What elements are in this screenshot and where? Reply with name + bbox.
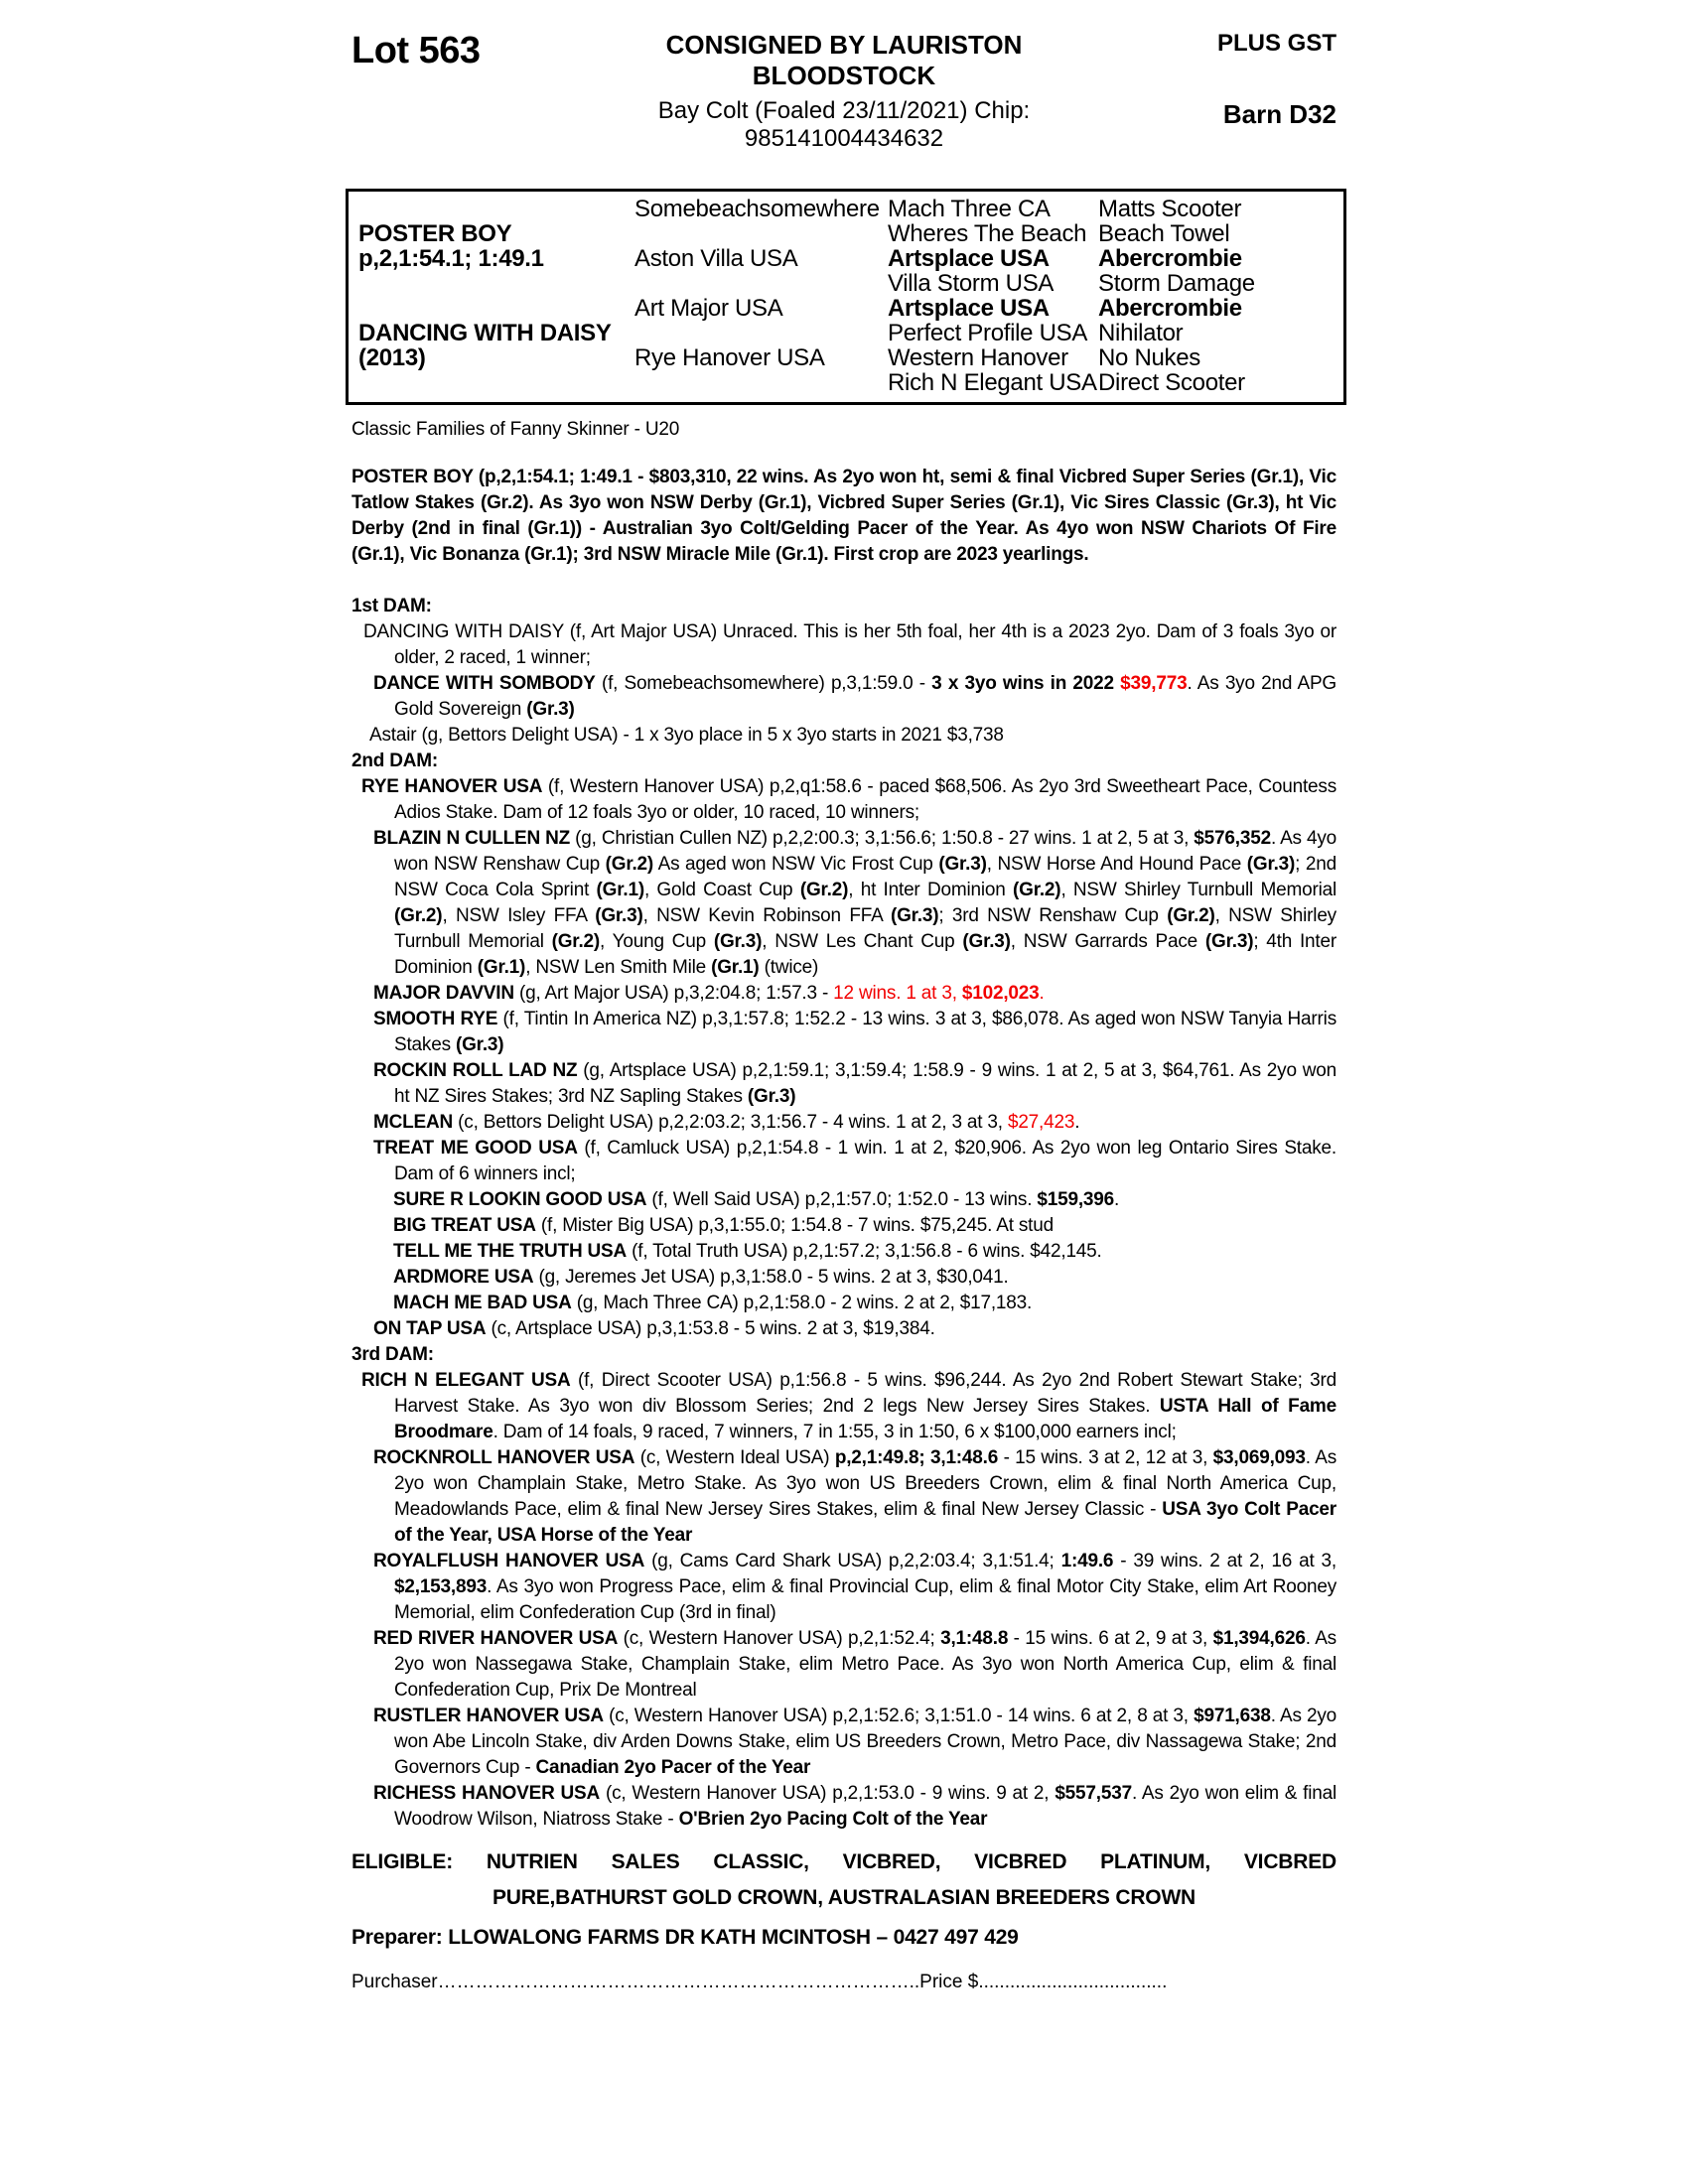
second-dam-heading: 2nd DAM: [352, 751, 439, 771]
pedigree-table [346, 189, 1346, 405]
purchaser-price-line [352, 1972, 1336, 1993]
pedigree-row [349, 271, 1343, 296]
header-center [600, 30, 1088, 153]
header-row [352, 30, 1336, 153]
purchaser-label: Purchaser [352, 1972, 438, 1992]
pedigree-cell: Aston Villa USA [634, 245, 798, 272]
big-treat: BIG TREAT USA (f, Mister Big USA) p,3,1:55.0; 1:54.8 - 7 wins. $75,245. At stud [393, 1215, 1054, 1236]
preparer-line: Preparer: LLOWALONG FARMS DR KATH MCINTOSH – 0427 497 429 [352, 1926, 1019, 1949]
plus-gst-label: PLUS GST [1216, 30, 1336, 57]
pedigree-row [349, 197, 1343, 221]
pedigree-cell: Somebeachsomewhere [634, 196, 880, 222]
pedigree-cell [634, 321, 888, 345]
pedigree-row [349, 296, 1343, 321]
pedigree-row [349, 321, 1343, 345]
consignor-line: CONSIGNED BY LAURISTON BLOODSTOCK [665, 30, 1023, 90]
price-fill-dots: .................................... [978, 1972, 1168, 1992]
eligibility-block [352, 1844, 1336, 1916]
blazin-n-cullen: BLAZIN N CULLEN NZ (g, Christian Cullen NZ) p,2,2:00.3; 3,1:56.6; 1:50.8 - 27 wins. 1 at 2, 5 at 3, $576,352. As 4yo won NSW Renshaw Cup (Gr.2) As aged won NSW Vic Frost Cup (Gr.3), NSW Horse And Hound Pace (Gr.3); 2nd NSW Coca Cola Sprint (Gr.1), Gold Coast Cup (Gr.2), ht Inter Dominion (Gr.2), NSW Shirley Turnbull Memorial (Gr.2), NSW Isley FFA (Gr.3), NSW Kevin Robinson FFA (Gr.3); 3rd NSW Renshaw Cup (Gr.2), NSW Shirley Turnbull Memorial (Gr.2), Young Cup (Gr.3), NSW Les Chant Cup (Gr.3), NSW Garrards Pace (Gr.3); 4th Inter Dominion (Gr.1), NSW Len Smith Mile (Gr.1) (twice) [373, 828, 1336, 978]
pedigree-cell: POSTER BOY [358, 220, 512, 247]
eligibility-line1: ELIGIBLE: NUTRIEN SALES CLASSIC, VICBRED, VICBRED PLATINUM, VICBRED [352, 1850, 1336, 1873]
rockin-roll-lad: ROCKIN ROLL LAD NZ (g, Artsplace USA) p,2,1:59.1; 3,1:59.4; 1:58.9 - 9 wins. 1 at 2, 5 at 3, $64,761. As 2yo won ht NZ Sires Stakes; 3rd NZ Sapling Stakes (Gr.3) [373, 1060, 1336, 1107]
pedigree-cell: Artsplace USA [888, 295, 1050, 322]
pedigree-cell [349, 296, 634, 321]
pedigree-cell: Wheres The Beach [888, 220, 1087, 247]
price-label: Price $ [919, 1972, 979, 1992]
pedigree-cell [349, 271, 634, 296]
mclean: MCLEAN (c, Bettors Delight USA) p,2,2:03.2; 3,1:56.7 - 4 wins. 1 at 2, 3 at 3, $27,423. [373, 1112, 1080, 1133]
major-davvin: MAJOR DAVVIN (g, Art Major USA) p,3,2:04.8; 1:57.3 - 12 wins. 1 at 3, $102,023. [373, 983, 1045, 1004]
third-dam-heading: 3rd DAM: [352, 1344, 434, 1365]
richess-hanover: RICHESS HANOVER USA (c, Western Hanover USA) p,2,1:53.0 - 9 wins. 9 at 2, $557,537. As 2yo won elim & final Woodrow Wilson, Niatross Stake - O'Brien 2yo Pacing Colt of the Year [373, 1783, 1337, 1830]
pedigree-cell: Storm Damage [1098, 270, 1255, 297]
foal-details-line: Bay Colt (Foaled 23/11/2021) Chip: 985141004434632 [657, 97, 1031, 152]
pedigree-cell [349, 197, 634, 221]
pedigree-row [349, 246, 1343, 271]
page-content [352, 30, 1336, 1993]
first-dam-heading: 1st DAM: [352, 596, 432, 616]
rich-n-elegant: RICH N ELEGANT USA (f, Direct Scooter USA) p,1:56.8 - 5 wins. $96,244. As 2yo 2nd Robert Stewart Stake; 3rd Harvest Stake. As 3yo won div Blossom Series; 2nd 2 legs New Jersey Sires Stakes. USTA Hall of Fame Broodmare. Dam of 14 foals, 9 raced, 7 winners, 7 in 1:55, 3 in 1:50, 6 x $100,000 earners incl; [361, 1370, 1336, 1442]
mach-me-bad: MACH ME BAD USA (g, Mach Three CA) p,2,1:58.0 - 2 wins. 2 at 2, $17,183. [393, 1293, 1033, 1313]
rustler-hanover: RUSTLER HANOVER USA (c, Western Hanover USA) p,2,1:52.6; 3,1:51.0 - 14 wins. 6 at 2, 8 at 3, $971,638. As 2yo won Abe Lincoln Stake, div Arden Downs Stake, elim US Breeders Crown, Metro Pace, div Nassagewa Stake; 2nd Governors Cup - Canadian 2yo Pacer of the Year [373, 1706, 1337, 1778]
ardmore: ARDMORE USA (g, Jeremes Jet USA) p,3,1:58.0 - 5 wins. 2 at 3, $30,041. [393, 1267, 1009, 1288]
treat-me-good: TREAT ME GOOD USA (f, Camluck USA) p,2,1:54.8 - 1 win. 1 at 2, $20,906. As 2yo won leg Ontario Sires Stake. Dam of 6 winners incl; [373, 1138, 1336, 1184]
rye-hanover: RYE HANOVER USA (f, Western Hanover USA) p,2,q1:58.6 - paced $68,506. As 2yo 3rd Sweetheart Pace, Countess Adios Stake. Dam of 12 foals 3yo or older, 10 raced, 10 winners; [361, 776, 1336, 823]
pedigree-cell: Western Hanover [888, 344, 1068, 371]
tell-me-the-truth: TELL ME THE TRUTH USA (f, Total Truth USA) p,2,1:57.2; 3,1:56.8 - 6 wins. $42,145. [393, 1241, 1102, 1262]
pedigree-cell: p,2,1:54.1; 1:49.1 [358, 245, 544, 272]
on-tap: ON TAP USA (c, Artsplace USA) p,3,1:53.8 - 5 wins. 2 at 3, $19,384. [373, 1318, 935, 1339]
pedigree-cell: Artsplace USA [888, 245, 1050, 272]
pedigree-cell: No Nukes [1098, 344, 1200, 371]
header [352, 30, 1336, 153]
poster-boy-record: POSTER BOY (p,2,1:54.1; 1:49.1 - $803,310, 22 wins. As 2yo won ht, semi & final Vicbred Super Series (Gr.1), Vic Tatlow Stakes (Gr.2). As 3yo won NSW Derby (Gr.1), Vicbred Super Series (Gr.1), Vic Sires Classic (Gr.3), ht Vic Derby (2nd in final (Gr.1)) - Australian 3yo Colt/Gelding Pacer of the Year. As 4yo won NSW Chariots Of Fire (Gr.1), Vic Bonanza (Gr.1); 3rd NSW Miracle Mile (Gr.1). First crop are 2023 yearlings. [352, 467, 1336, 565]
pedigree-cell: Mach Three CA [888, 196, 1051, 222]
header-right [1088, 30, 1336, 130]
pedigree-cell [349, 370, 634, 395]
pedigree-cell: Rye Hanover USA [634, 344, 825, 371]
pedigree-cell: Matts Scooter [1098, 196, 1242, 222]
pedigree-cell: Abercrombie [1098, 245, 1242, 272]
pedigree-cell: Art Major USA [634, 295, 783, 322]
royalflush-hanover: ROYALFLUSH HANOVER USA (g, Cams Card Shark USA) p,2,2:03.4; 3,1:51.4; 1:49.6 - 39 wins. 2 at 2, 16 at 3, $2,153,893. As 3yo won Progress Pace, elim & final Provincial Cup, elim & final Motor City Stake, elim Art Rooney Memorial, elim Confederation Cup (3rd in final) [373, 1551, 1336, 1623]
pedigree-cell [634, 370, 888, 395]
pedigree-row [349, 370, 1343, 395]
astair: Astair (g, Bettors Delight USA) - 1 x 3yo place in 5 x 3yo starts in 2021 $3,738 [369, 725, 1004, 746]
lot-number: Lot 563 [352, 30, 481, 71]
pedigree-cell: Nihilator [1098, 320, 1184, 346]
barn-label: Barn D32 [1222, 99, 1336, 129]
pedigree-cell: Abercrombie [1098, 295, 1242, 322]
pedigree-cell: Beach Towel [1098, 220, 1230, 247]
pedigree-cell: Villa Storm USA [888, 270, 1055, 297]
pedigree-cell: Rich N Elegant USA [888, 369, 1097, 396]
dancing-with-daisy: DANCING WITH DAISY (f, Art Major USA) Unraced. This is her 5th foal, her 4th is a 2023 2yo. Dam of 3 foals 3yo or older, 2 raced, 1 winner; [363, 621, 1336, 668]
pedigree-cell: (2013) [358, 344, 426, 371]
pedigree-cell [634, 271, 888, 296]
sure-r-lookin-good: SURE R LOOKIN GOOD USA (f, Well Said USA) p,2,1:57.0; 1:52.0 - 13 wins. $159,396. [393, 1189, 1120, 1210]
pedigree-row [349, 345, 1343, 370]
pedigree-cell [634, 221, 888, 246]
classic-families: Classic Families of Fanny Skinner - U20 [352, 419, 680, 440]
pedigree-text-body [352, 417, 1336, 1833]
smooth-rye: SMOOTH RYE (f, Tintin In America NZ) p,3,1:57.8; 1:52.2 - 13 wins. 3 at 3, $86,078. As aged won NSW Tanyia Harris Stakes (Gr.3) [373, 1009, 1337, 1055]
pedigree-cell: Perfect Profile USA [888, 320, 1088, 346]
red-river-hanover: RED RIVER HANOVER USA (c, Western Hanover USA) p,2,1:52.4; 3,1:48.8 - 15 wins. 6 at 2, 9 at 3, $1,394,626. As 2yo won Nassegawa Stake, Champlain Stake, elim Metro Pace. As 3yo won North America Cup, elim & final Confederation Cup, Prix De Montreal [373, 1628, 1336, 1701]
pedigree-cell: DANCING WITH DAISY [358, 320, 612, 346]
dance-with-sombody: DANCE WITH SOMBODY (f, Somebeachsomewhere) p,3,1:59.0 - 3 x 3yo wins in 2022 $39,773. As 3yo 2nd APG Gold Sovereign (Gr.3) [373, 673, 1337, 720]
purchaser-fill-dots: ………………………………………………………………….. [437, 1972, 920, 1992]
rocknroll-hanover: ROCKNROLL HANOVER USA (c, Western Ideal USA) p,2,1:49.8; 3,1:48.6 - 15 wins. 3 at 2, 12 at 3, $3,069,093. As 2yo won Champlain Stake, Metro Stake. As 3yo won US Breeders Crown, elim & final North America Cup, Meadowlands Pace, elim & final New Jersey Sires Stakes, elim & final New Jersey Classic - USA 3yo Colt Pacer of the Year, USA Horse of the Year [373, 1447, 1337, 1546]
pedigree-cell: Direct Scooter [1098, 369, 1245, 396]
eligibility-line2: PURE,BATHURST GOLD CROWN, AUSTRALASIAN BREEDERS CROWN [492, 1886, 1196, 1909]
pedigree-row [349, 221, 1343, 246]
